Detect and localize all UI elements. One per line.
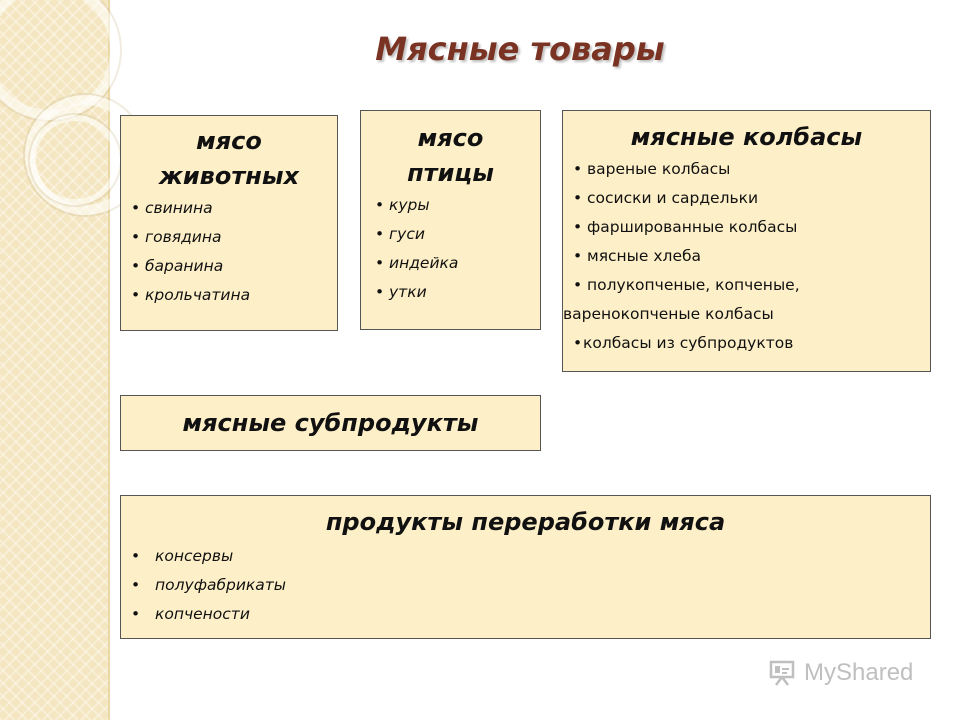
decorative-side-strip — [0, 0, 110, 720]
list-item: • баранина — [129, 252, 337, 281]
box-heading — [121, 124, 337, 194]
decorative-circle — [30, 115, 120, 205]
list-item: • свинина — [129, 194, 337, 223]
list-item: • куры — [373, 191, 540, 220]
heading-line: мясо — [196, 127, 262, 155]
box-sausages — [562, 110, 931, 372]
list-item: • полуфабрикаты — [129, 571, 930, 600]
list-continuation: варенокопченые колбасы — [563, 304, 774, 323]
list-item: • говядина — [129, 223, 337, 252]
box-offal — [120, 395, 541, 451]
list-item: • крольчатина — [129, 281, 337, 310]
box-heading: продукты переработки мяса — [325, 508, 726, 536]
box-heading: мясные субпродукты — [182, 409, 479, 437]
box-heading: мясные колбасы — [630, 123, 863, 151]
list-item: • сосиски и сардельки — [571, 184, 930, 213]
item-list — [563, 329, 930, 358]
list-item: • вареные колбасы — [571, 155, 930, 184]
list-item: • индейка — [373, 249, 540, 278]
page-title: Мясные товары — [375, 30, 665, 68]
list-item: • консервы — [129, 542, 930, 571]
list-item: • копчености — [129, 600, 930, 629]
list-item: • гуси — [373, 220, 540, 249]
presentation-board-icon — [768, 659, 796, 687]
heading-line: животных — [158, 161, 300, 190]
heading-line: мясо — [417, 124, 484, 152]
box-animal-meat — [120, 115, 338, 331]
list-item: • фаршированные колбасы — [571, 213, 930, 242]
heading-line: птицы — [407, 158, 494, 187]
item-list — [361, 191, 540, 307]
box-processed-products — [120, 495, 931, 639]
list-item: • утки — [373, 278, 540, 307]
box-poultry-meat — [360, 110, 541, 330]
box-heading — [361, 121, 540, 191]
watermark — [768, 655, 913, 691]
watermark-text: MyShared — [804, 659, 914, 686]
item-list — [121, 194, 337, 310]
list-item: • мясные хлеба — [571, 242, 930, 271]
list-item: • полукопченые, копченые, — [571, 271, 930, 300]
item-list — [563, 155, 930, 300]
item-list — [121, 542, 930, 629]
list-item: • колбасы из субпродуктов — [571, 329, 930, 358]
